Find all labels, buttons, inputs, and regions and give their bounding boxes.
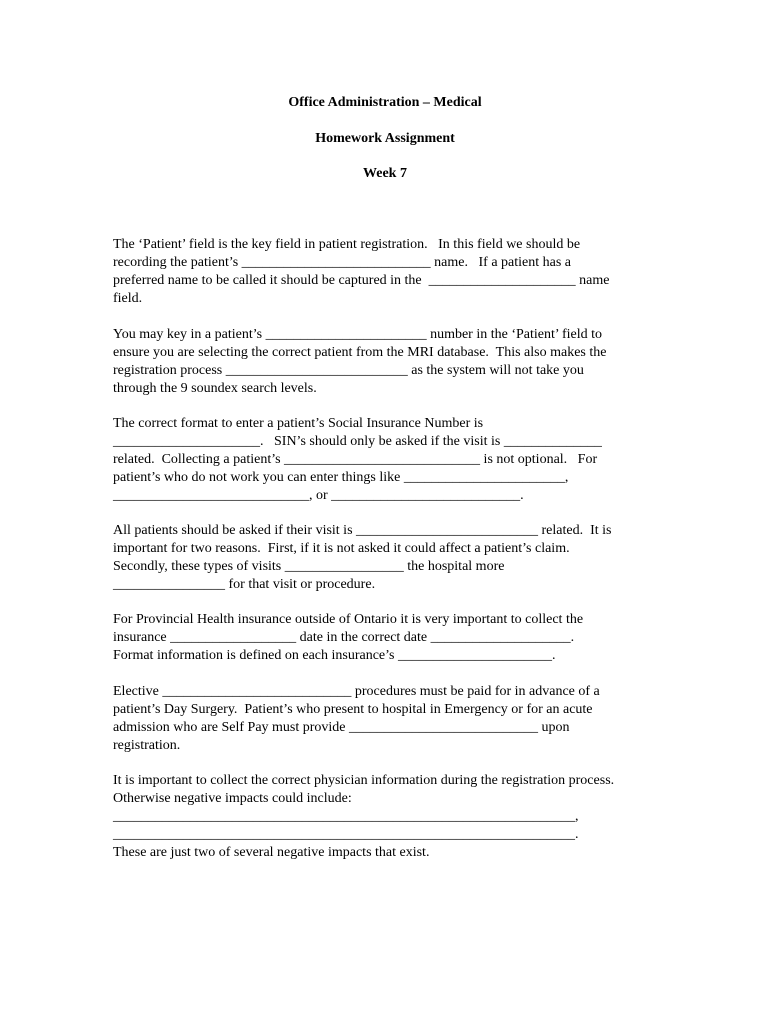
text-line: field. xyxy=(113,291,143,306)
text-line: recording the patient’s ___________________________ name. If a patient has a xyxy=(113,255,572,270)
paragraph-patient-number xyxy=(113,326,673,398)
paragraph-patient-field xyxy=(113,236,673,308)
text-line: _____________________. SIN’s should only be asked if the visit is ______________ xyxy=(113,434,602,449)
text-line: The ‘Patient’ field is the key field in patient registration. In this field we should be xyxy=(113,237,581,252)
text-line: ____________________________, or ___________________________. xyxy=(113,488,524,503)
text-line: insurance __________________ date in the correct date ____________________. xyxy=(113,630,575,645)
text-line: admission who are Self Pay must provide ___________________________ upon xyxy=(113,720,570,735)
text-line: These are just two of several negative impacts that exist. xyxy=(113,845,430,860)
text-line: __________________________________________________________________, xyxy=(113,809,579,824)
text-line: The correct format to enter a patient’s Social Insurance Number is xyxy=(113,416,484,431)
paragraph-provincial-insurance xyxy=(113,611,673,665)
document-title: Office Administration – Medical xyxy=(288,95,482,110)
document-week: Week 7 xyxy=(363,166,407,181)
text-line: ensure you are selecting the correct patient from the MRI database. This also makes the xyxy=(113,345,607,360)
text-line: All patients should be asked if their visit is __________________________ related. It is xyxy=(113,523,612,538)
text-line: through the 9 soundex search levels. xyxy=(113,381,317,396)
text-line: registration. xyxy=(113,738,181,753)
text-line: Otherwise negative impacts could include: xyxy=(113,791,352,806)
text-line: __________________________________________________________________. xyxy=(113,827,579,842)
text-line: important for two reasons. First, if it is not asked it could affect a patient’s claim. xyxy=(113,541,570,556)
text-line: Secondly, these types of visits _________________ the hospital more xyxy=(113,559,505,574)
text-line: related. Collecting a patient’s ____________________________ is not optional. For xyxy=(113,452,598,467)
paragraph-elective-procedures xyxy=(113,683,673,755)
paragraph-sin-format xyxy=(113,415,673,505)
text-line: Elective ___________________________ procedures must be paid for in advance of a xyxy=(113,684,600,699)
text-line: For Provincial Health insurance outside of Ontario it is very important to collect the xyxy=(113,612,584,627)
text-line: ________________ for that visit or procedure. xyxy=(113,577,376,592)
paragraph-physician-info xyxy=(113,772,673,862)
text-line: It is important to collect the correct physician information during the registration process. xyxy=(113,773,615,788)
text-line: registration process __________________________ as the system will not take you xyxy=(113,363,584,378)
text-line: Format information is defined on each insurance’s ______________________. xyxy=(113,648,556,663)
text-line: patient’s Day Surgery. Patient’s who present to hospital in Emergency or for an acute xyxy=(113,702,593,717)
text-line: You may key in a patient’s _______________________ number in the ‘Patient’ field to xyxy=(113,327,603,342)
text-line: preferred name to be called it should be captured in the _____________________ name xyxy=(113,273,610,288)
paragraph-visit-related xyxy=(113,522,673,594)
text-line: patient’s who do not work you can enter things like _______________________, xyxy=(113,470,569,485)
document-subtitle: Homework Assignment xyxy=(315,131,455,146)
